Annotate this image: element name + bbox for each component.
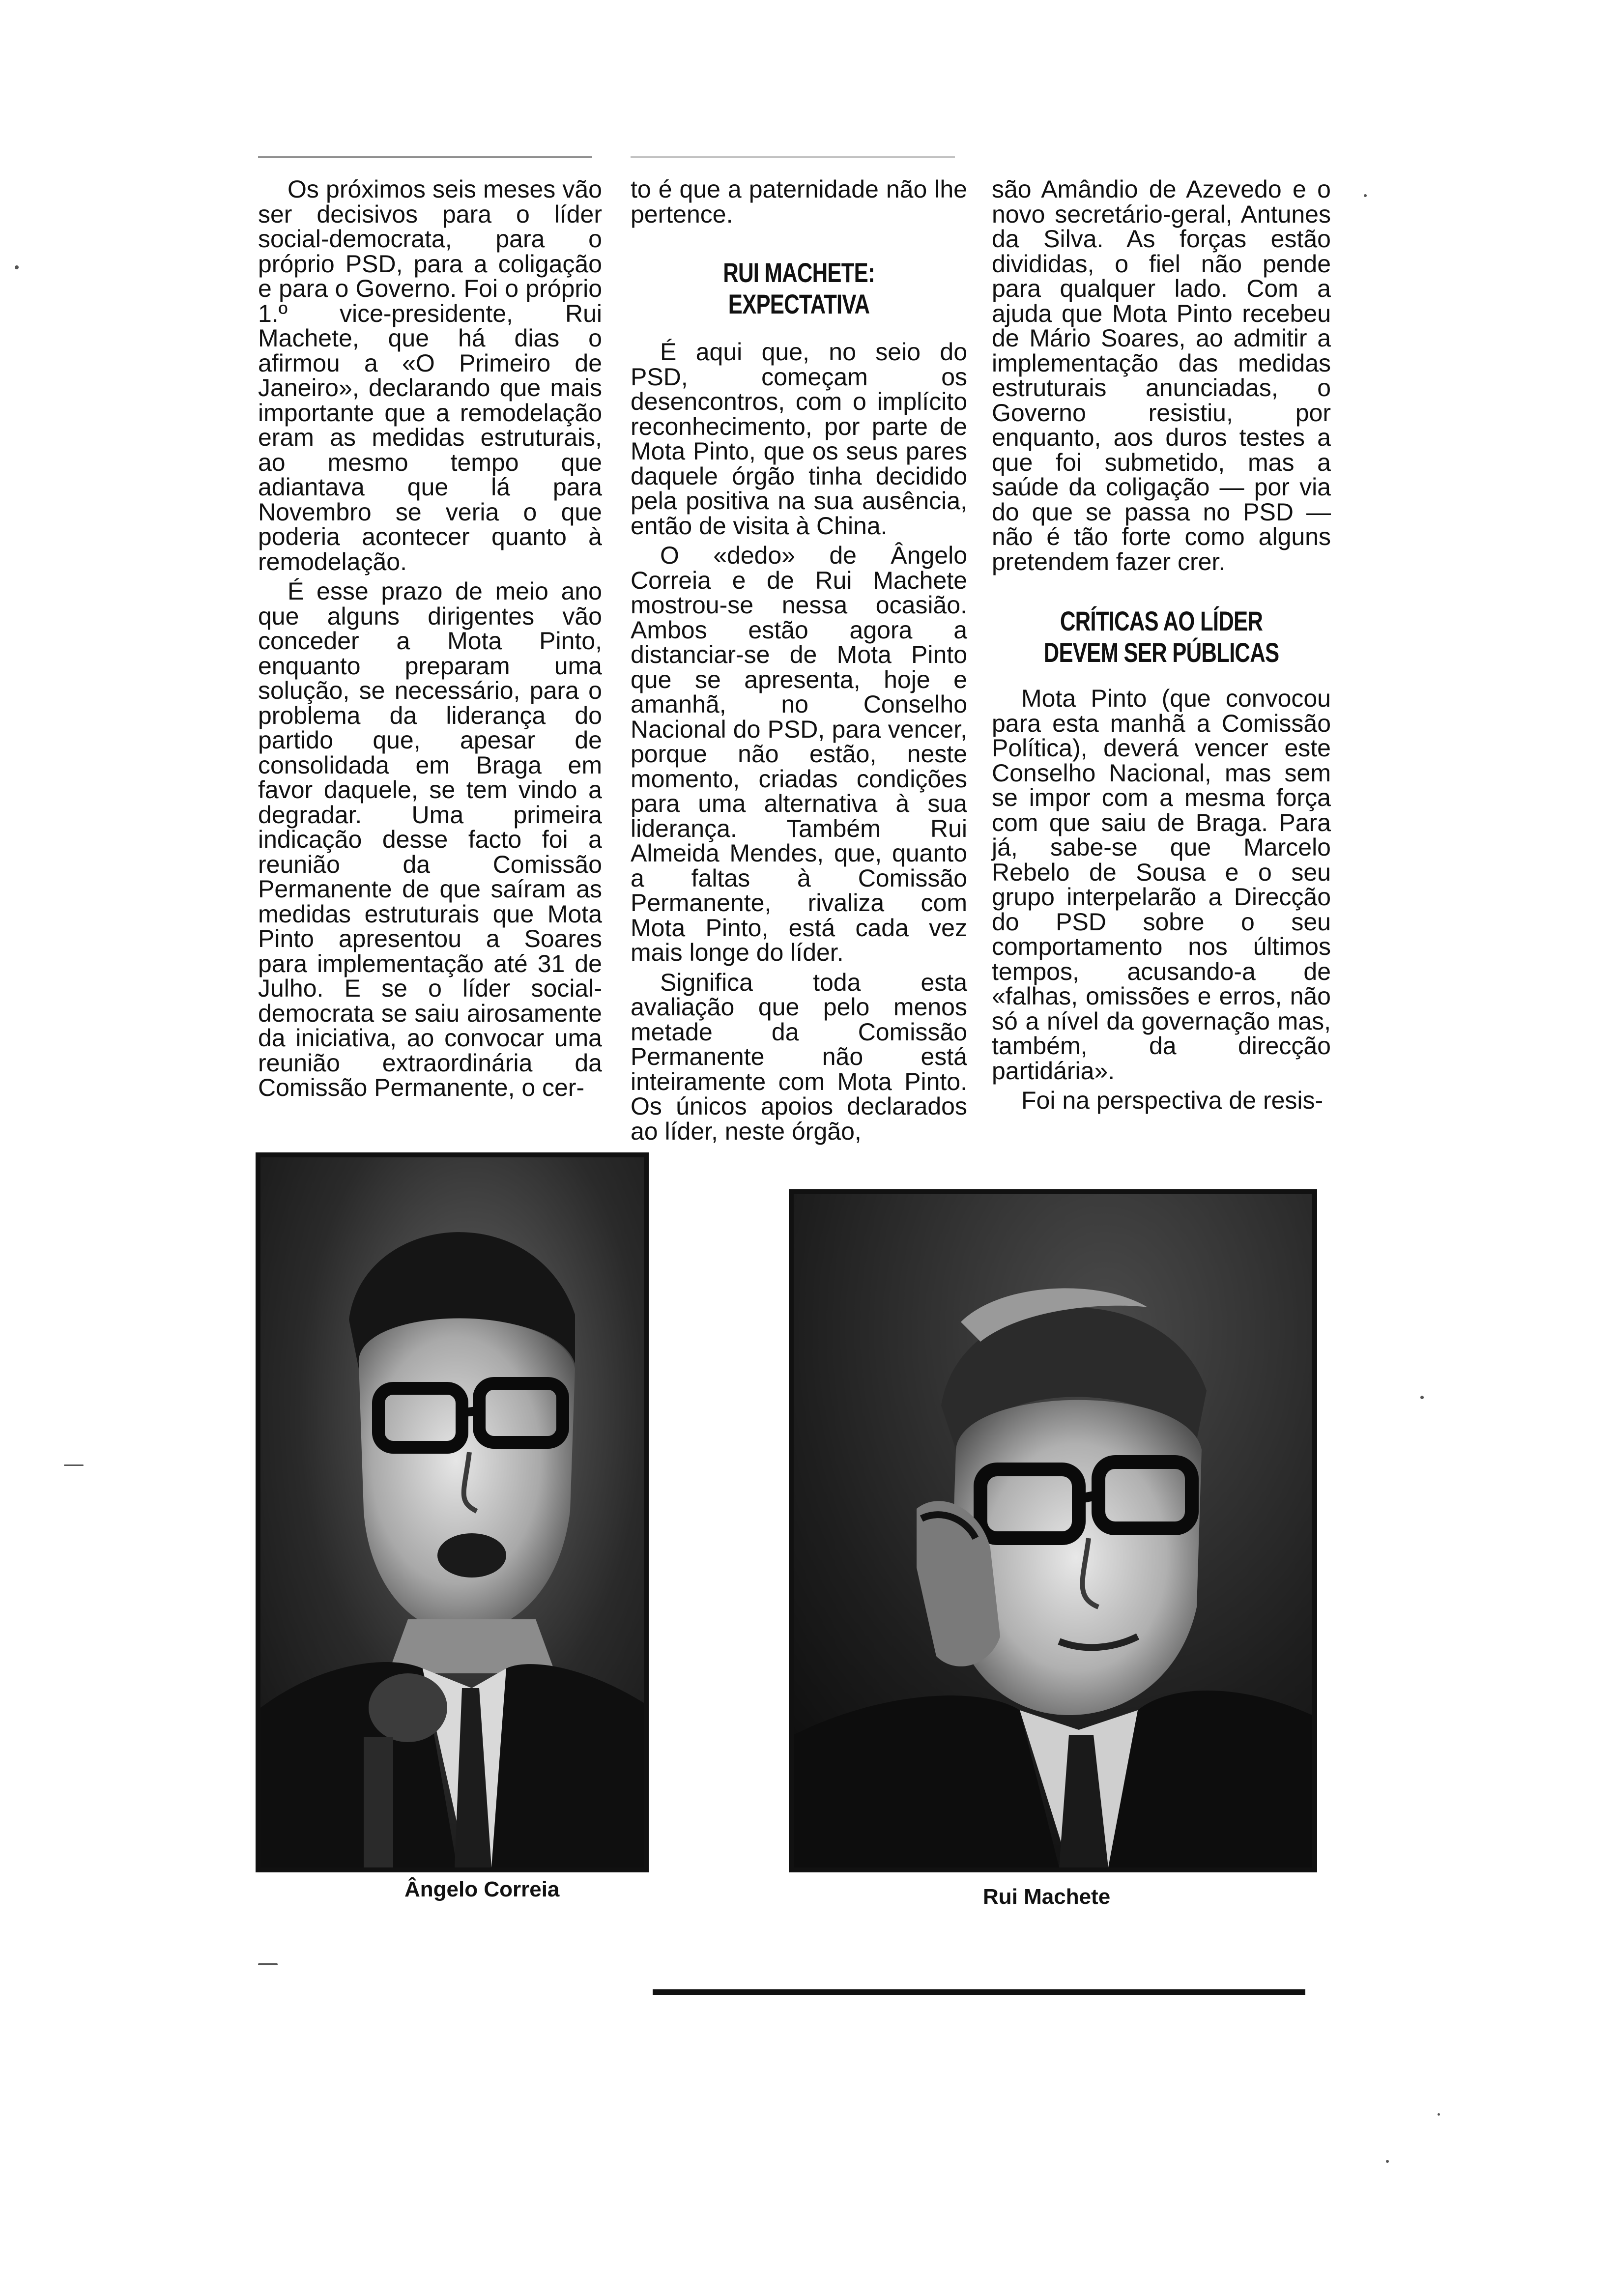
scan-speck xyxy=(64,1464,84,1466)
scan-speck xyxy=(1386,2160,1389,2163)
photo-caption: Rui Machete xyxy=(983,1885,1111,1909)
subhead-line: CRÍTICAS AO LÍDER xyxy=(1060,605,1263,636)
body-paragraph: Os próximos seis meses vão ser decisivos para o líder social-democrata, para o próprio PSD, para a coligação e para o Governo. Foi o próprio 1.º vice-presidente, Rui Machete, que há dias o afirmou a «O Primeiro de Janeiro», declarando que mais importante que a remodelação eram as medidas estruturais, ao mesmo tempo que adiantava que lá para Novembro se veria o que poderia acontecer quanto à remodelação. xyxy=(258,175,602,575)
article-column-2 xyxy=(631,177,967,1144)
body-paragraph: Foi na perspectiva de resis- xyxy=(1021,1087,1324,1114)
article-end-rule xyxy=(653,1989,1305,1995)
body-paragraph-continuation: são Amândio de Azevedo e o novo secretário-geral, Antunes da Silva. As forças estão divididas, o fiel não pende para qualquer lado. Com a ajuda que Mota Pinto recebeu de Mário Soares, ao admitir a implementação das medidas estruturais anunciadas, o Governo resistiu, por enquanto, aos duros testes a que foi submetido, mas a saúde da coligação — por via do que se passa no PSD — não é tão forte como alguns pretendem fazer crer. xyxy=(992,175,1331,575)
article-column-3 xyxy=(992,177,1331,1113)
scan-speck xyxy=(15,265,19,269)
scan-speck xyxy=(1364,194,1367,197)
portrait-photo-angelo-correia xyxy=(256,1152,649,1872)
scan-speck xyxy=(1420,1396,1424,1399)
portrait-illustration xyxy=(794,1194,1312,1867)
portrait-illustration xyxy=(260,1157,644,1867)
subhead-line: RUI MACHETE: xyxy=(723,257,875,288)
body-paragraph: Significa toda esta avaliação que pelo menos metade da Comissão Permanente não está inteiramente com Mota Pinto. Os únicos apoios declarados ao líder, neste órgão, xyxy=(631,968,967,1145)
body-paragraph: O «dedo» de Ângelo Correia e de Rui Machete mostrou-se nessa ocasião. Ambos estão agora a distanciar-se de Mota Pinto que se apresenta, hoje e amanhã, no Conselho Nacional do PSD, para vencer, porque não estão, neste momento, criadas condições para uma alternativa à sua liderança. Também Rui Almeida Mendes, que, quanto a faltas à Comissão Permanente, rivaliza com Mota Pinto, está cada vez mais longe do líder. xyxy=(631,542,967,966)
scan-speck xyxy=(1438,2113,1440,2116)
column-top-rule xyxy=(258,156,592,158)
photo-caption: Ângelo Correia xyxy=(404,1877,560,1901)
subhead-line: DEVEM SER PÚBLICAS xyxy=(1043,637,1279,668)
article-column-1 xyxy=(258,177,602,1100)
body-paragraph-continuation: to é que a paternidade não lhe pertence. xyxy=(631,175,967,228)
body-paragraph: É esse prazo de meio ano que alguns dirigentes vão conceder a Mota Pinto, enquanto preparam uma solução, se necessário, para o problema da liderança do partido que, apesar de consolidada em Braga em favor daquele, se tem vindo a degradar. Uma primeira indicação desse facto foi a reunião da Comissão Permanente de que saíram as medidas estruturais que Mota Pinto apresentou a Soares para implementação até 31 de Julho. E se o líder social-democrata se saiu airosamente da iniciativa, ao convocar uma reunião extraordinária da Comissão Permanente, o cer- xyxy=(258,577,602,1101)
body-paragraph: Mota Pinto (que convocou para esta manhã a Comissão Política), deverá vencer este Conselho Nacional, mas sem se impor com a mesma força com que saiu de Braga. Para já, sabe-se que Marcelo Rebelo de Sousa e o seu grupo interpelarão a Direcção do PSD sobre o seu comportamento nos últimos tempos, acusando-a de «falhas, omissões e erros, não só a nível da governação mas, também, da direcção partidária». xyxy=(992,685,1331,1085)
section-subhead xyxy=(1029,605,1294,668)
portrait-photo-rui-machete xyxy=(789,1189,1317,1872)
body-paragraph: É aqui que, no seio do PSD, começam os desencontros, com o implícito reconhecimento, por parte de Mota Pinto, que os seus pares daquele órgão tinha decidido pela positiva na sua ausência, então de visita à China. xyxy=(631,338,967,540)
section-subhead xyxy=(667,257,930,320)
subhead-line: EXPECTATIVA xyxy=(728,288,870,319)
column-top-rule xyxy=(631,156,955,158)
scan-speck xyxy=(258,1963,278,1965)
